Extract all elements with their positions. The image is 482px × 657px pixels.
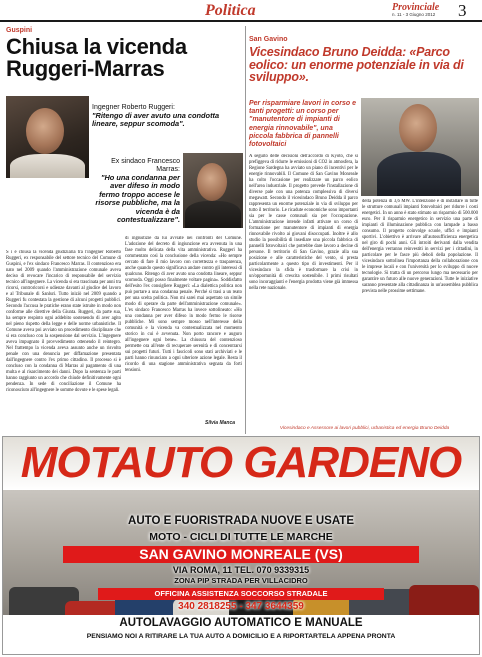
column-divider <box>245 26 246 434</box>
quote-marras-text: "Ho una condanna per aver difeso in modo fermo troppo accese le risorse pubbliche, ma la vicenda è da contestualizzare". <box>95 173 180 225</box>
right-article-kicker: San Gavino <box>249 36 288 43</box>
quote-ruggeri <box>92 104 242 129</box>
ad-address: VIA ROMA, 11 TEL. 070 9339315 <box>172 565 310 575</box>
right-article-column-1: A seguito delle decisioni dell'accordo di Kyoto, che si prefiggeva di ridurre le emissioni di CO2 in atmosfera, la Regione Sardegna ha avviato un piano di incentivi per le energie rinnovabili. Il Comune di San Gavino Monreale ha colto l'occasione per realizzare un parco eolico nell'area industriale. Il progetto prevede l'installazione di diverse pale con una potenza complessiva di diversi megawatt. Secondo il vicesindaco Bruno Deidda il parco rappresenta un enorme potenziale in via di sviluppo per tutto il territorio. Le ricadute economiche sono importanti sia per le casse comunali sia per l'occupazione. L'amministrazione intende infatti attivare un corso di formazione per manutentore di impianti di energia rinnovabile rivolto ai giovani disoccupati. Inoltre è allo studio la possibilità di insediare una piccola fabbrica di pannelli fotovoltaici che potrebbe dare lavoro a decine di persone. Il territorio di San Gavino, grazie alla sua posizione e alle caratteristiche del vento, si presta particolarmente a questo tipo di investimenti. Per il vicesindaco la sfida è trasformare la crisi in un'opportunità di crescita sostenibile. I primi risultati sono incoraggianti e l'energia prodotta viene già immessa nella rete nazionale. <box>249 154 358 291</box>
photo-ruggeri <box>6 96 89 178</box>
quote-ruggeri-speaker: Ingegner Roberto Ruggeri: <box>92 104 175 111</box>
page-header <box>0 0 482 22</box>
ad-pickup-service: PENSIAMO NOI A RITIRARE LA TUA AUTO A DOMICILIO E A RIPORTARTELA APPENA PRONTA <box>86 633 396 640</box>
page-number: 3 <box>458 1 467 20</box>
left-article-column-2: di ingiustizie da lui avviate nei confronti del Comune. L'adozione del decreto di ingiunzione era avvenuta in una fase molto delicata della vita amministrativa. Ruggeri ha commentato così la conclusione della vicenda: «Ho sempre cercato di fare il mio lavoro con correttezza e trasparenza, anche quando questo significava andare contro gli interessi di qualcuno. Ritengo di aver avuto una condotta lineare, seppur scomoda. Oggi posso finalmente voltare pagina». Soddisfatto dell'esito l'ex consigliere Ruggeri: «La dialettica politica non può portare a una condanna penale. Perché si trasi a un reato per una scelta politica. Non mi sarei mai aspettato un simile modo di operare da parte dell'amministrazione comunale». L'ex sindaco Francesco Marras ha invece sottolineato: «Ho una condanna per aver difeso in modo fermo le risorse pubbliche. Mi sono sempre mosso nell'interesse della comunità e la vicenda va contestualizzata nel momento storico in cui è avvenuta. Non porto rancore e auguro all'ingegnere ogni bene». La chiusura del contenzioso permette ora all'ente di recuperare serenità e di concentrarsi sui progetti futuri. Tutti i fascicoli sono stati archiviati e le parti hanno rinunciato a ogni ulteriore azione legale. Resta il ricordo di una stagione amministrativa segnata da forti tensioni. <box>125 236 242 373</box>
portrait-face-icon <box>399 104 437 152</box>
photo-deidda <box>361 98 479 196</box>
photo-marras <box>183 153 243 228</box>
portrait-face-icon <box>26 108 64 154</box>
ad-city-band: SAN GAVINO MONREALE (VS) <box>63 546 419 563</box>
issue-date: n. 11 - 3 Giugno 2012 <box>392 12 436 17</box>
ad-zone: ZONA PIP STRADA PER VILLACIDRO <box>174 576 308 585</box>
ad-line-moto: MOTO - CICLI DI TUTTE LE MARCHE <box>149 531 333 543</box>
quote-marras <box>92 158 180 224</box>
portrait-jacket-icon <box>185 201 241 228</box>
portrait-face-icon <box>197 163 227 201</box>
portrait-shirt-icon <box>10 154 85 178</box>
advertisement <box>2 436 480 655</box>
ad-officina-band: OFFICINA ASSISTENZA SOCCORSO STRADALE <box>98 588 384 600</box>
left-article-byline: Silvia Manca <box>205 420 236 426</box>
portrait-jacket-icon <box>377 152 461 196</box>
quote-ruggeri-text: "Ritengo di aver avuto una condotta lineare, seppur scomoda". <box>92 111 220 129</box>
left-article-title: Chiusa la vicenda Ruggeri-Marras <box>6 34 187 81</box>
ad-brand-banner <box>3 437 479 490</box>
left-article-kicker: Guspini <box>6 27 33 34</box>
ad-phone-numbers: 340 2818255 - 347 3644359 <box>178 601 304 612</box>
ad-footer <box>3 615 479 655</box>
newspaper-logo: Provinciale <box>392 2 440 13</box>
photo-caption: Vicesindaco e Assessore ai lavori pubblici, urbanistica ed energia Bruno Deidda <box>279 426 450 431</box>
ad-brand-name: MOTAUTO GARDENO <box>20 438 462 487</box>
left-article-column-1: S i è chiusa la vicenda giudiziaria tra l'ingegner Roberto Ruggeri, ex responsabile del settore tecnico del Comune di Guspini, e l'ex sindaco Francesco Marras. Il contenzioso era nato nel 2009 quando l'amministrazione comunale aveva deciso di revocare l'incarico di responsabile del servizio tecnico all'ingegnere. La vicenda si era trascinata per anni tra ricorsi, controricorsi e udienze davanti al giudice del lavoro e al Tribunale di Sanluri. Tutto iniziò nel 2009 quando a Ruggeri fu contestata la gestione di alcuni progetti pubblici. Secondo l'accusa le pratiche erano state istruite in modo non conforme alle direttive della Giunta. Ruggeri, da parte sua, ha sempre respinto ogni addebito sostenendo di aver agito nel pieno rispetto della legge e delle norme urbanistiche. Il Comune aveva poi avviato un procedimento disciplinare che si era concluso con la sospensione dal servizio. L'ingegnere aveva impugnato il provvedimento ottenendo il reintegro. Nel frattempo la vicenda aveva assunto anche un risvolto penale con una denuncia per diffamazione presentata dall'ingegnere contro l'ex primo cittadino. Il processo si è concluso con la condanna di Marras al pagamento di una multa e al risarcimento dei danni. Dopo la sentenza le parti hanno raggiunto un accordo che chiude definitivamente ogni pendenza. In sede di conciliazione il Comune ha riconosciuto all'ingegnere le somme dovute e le spese legali. <box>6 250 121 393</box>
section-name: Politica <box>205 2 256 19</box>
ad-autolavaggio: AUTOLAVAGGIO AUTOMATICO E MANUALE <box>119 617 363 629</box>
right-article-title: Vicesindaco Bruno Deidda: «Parco eolico: un enorme potenziale in via di sviluppo». <box>249 45 464 84</box>
right-article-column-2: della potenza di 3,6 MW. L'intenzione è di installare in tutte le strutture comunali impianti fotovoltaici per ridurre i costi energetici. In un anno è stato stimato un risparmio di 500.000 euro. Per il risparmio energetico in servizio una parte di impianti di illuminazione pubblica con lampade a basso consumo. Il progetto coinvolge scuole, uffici e impianti sportivi. L'obiettivo è arrivare all'autosufficienza energetica nel giro di pochi anni. Gli introiti derivanti dalla vendita dell'energia verranno reinvestiti in servizi per i cittadini, in particolare per le fasce più deboli della popolazione. Il vicesindaco sottolinea l'importanza della collaborazione con le imprese locali e con l'università per lo sviluppo di nuove tecnologie. Si tratta di un percorso lungo ma necessario per garantire un futuro alle nuove generazioni. Tutte le iniziative saranno presentate alla cittadinanza in un'assemblea pubblica prevista nelle prossime settimane. <box>362 199 478 294</box>
quote-marras-speaker: Ex sindaco Francesco Marras: <box>111 158 180 173</box>
right-article-subtitle: Per risparmiare lavori in corso e tanti progetti: un corso per "manutentore di impianti di energia rinnovabile", una piccola fabbrica di pannelli fotovoltaici <box>249 100 356 149</box>
ad-line-auto: AUTO E FUORISTRADA NUOVE E USATE <box>128 515 354 527</box>
